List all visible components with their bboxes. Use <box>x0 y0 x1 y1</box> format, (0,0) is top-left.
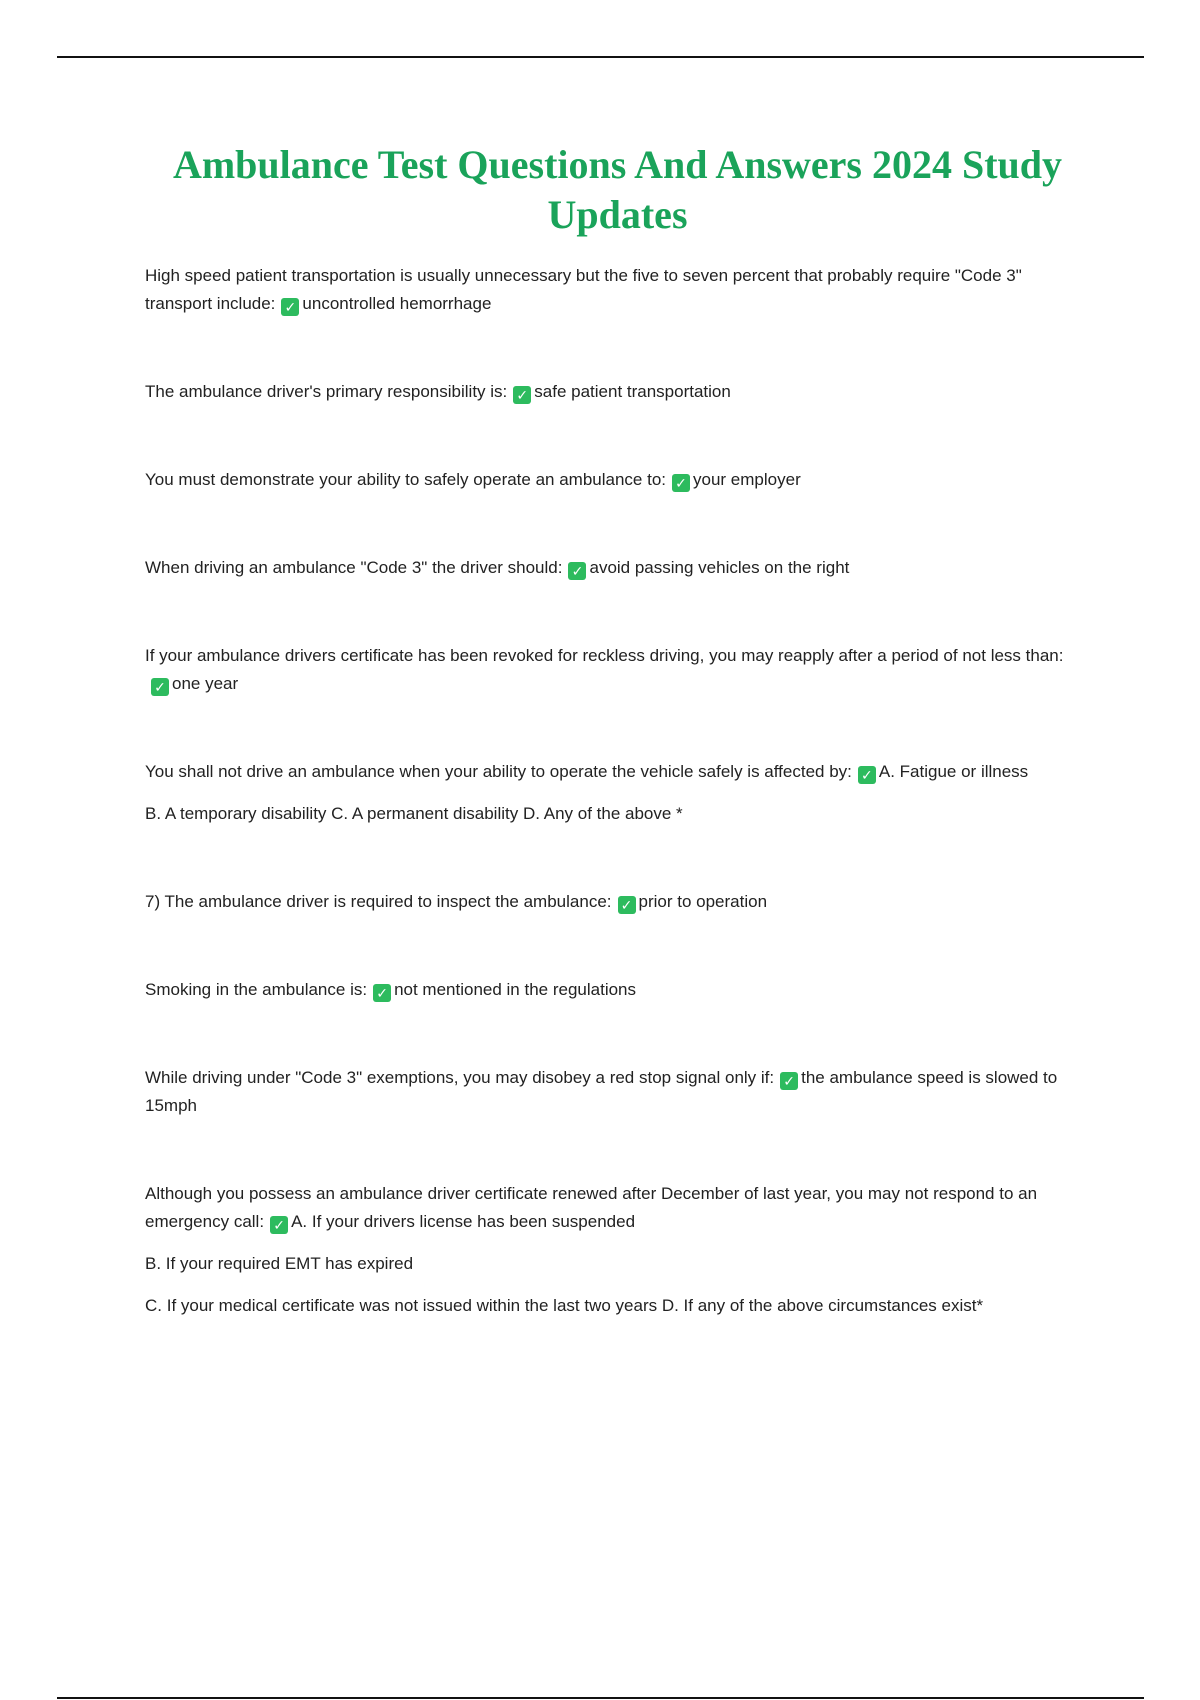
check-mark-icon: ✓ <box>270 1216 288 1234</box>
answer-text: A. Fatigue or illness <box>878 762 1029 781</box>
document-title: Ambulance Test Questions And Answers 2024 Study Updates <box>172 142 1063 237</box>
qa-item-3 <box>145 466 1090 494</box>
question-text: When driving an ambulance "Code 3" the driver should: <box>145 558 563 577</box>
qa-item-10 <box>145 1180 1090 1236</box>
question-text: You shall not drive an ambulance when your ability to operate the vehicle safely is affected by: <box>145 762 852 781</box>
check-mark-icon: ✓ <box>858 766 876 784</box>
answer-text: your employer <box>693 470 801 489</box>
question-text: You must demonstrate your ability to safely operate an ambulance to: <box>145 470 667 489</box>
check-mark-icon: ✓ <box>672 474 690 492</box>
question-text: The ambulance driver's primary responsibility is: <box>145 382 508 401</box>
check-mark-icon: ✓ <box>780 1072 798 1090</box>
question-text: Smoking in the ambulance is: <box>145 980 368 999</box>
check-mark-icon: ✓ <box>513 386 531 404</box>
answer-text: not mentioned in the regulations <box>394 980 637 999</box>
qa-item-5 <box>145 642 1090 698</box>
check-mark-icon: ✓ <box>281 298 299 316</box>
answer-text: prior to operation <box>638 892 768 911</box>
answer-text: the ambulance speed is slowed to 15mph <box>145 1068 1058 1115</box>
check-mark-icon: ✓ <box>568 562 586 580</box>
qa-item-7 <box>145 888 1090 916</box>
top-rule <box>57 56 1144 58</box>
check-mark-icon: ✓ <box>373 984 391 1002</box>
qa-item-6-extra-1: B. A temporary disability C. A permanent disability D. Any of the above * <box>145 804 683 823</box>
check-mark-icon: ✓ <box>151 678 169 696</box>
question-text: If your ambulance drivers certificate has been revoked for reckless driving, you may reapply after a period of not less than: <box>145 646 1064 665</box>
check-mark-icon: ✓ <box>618 896 636 914</box>
qa-item-9 <box>145 1064 1090 1120</box>
answer-text: uncontrolled hemorrhage <box>302 294 492 313</box>
question-text: While driving under "Code 3" exemptions, you may disobey a red stop signal only if: <box>145 1068 775 1087</box>
page-content <box>145 140 1090 1320</box>
answer-text: A. If your drivers license has been suspended <box>291 1212 636 1231</box>
qa-item-6 <box>145 758 1090 786</box>
answer-text: avoid passing vehicles on the right <box>589 558 850 577</box>
qa-item-1 <box>145 262 1090 318</box>
question-text: 7) The ambulance driver is required to inspect the ambulance: <box>145 892 612 911</box>
qa-item-4 <box>145 554 1090 582</box>
bottom-rule <box>57 1697 1144 1699</box>
qa-item-10-extra-1: B. If your required EMT has expired <box>145 1254 414 1273</box>
qa-item-2 <box>145 378 1090 406</box>
qa-item-10-extra-2: C. If your medical certificate was not issued within the last two years D. If any of the above circumstances exist* <box>145 1296 984 1315</box>
question-text: High speed patient transportation is usually unnecessary but the five to seven percent that probably require "Code 3" transport include: <box>145 266 1022 313</box>
answer-text: safe patient transportation <box>534 382 731 401</box>
answer-text: one year <box>172 674 239 693</box>
question-text: Although you possess an ambulance driver certificate renewed after December of last year, you may not respond to an emergency call: <box>145 1184 1038 1231</box>
qa-item-8 <box>145 976 1090 1004</box>
